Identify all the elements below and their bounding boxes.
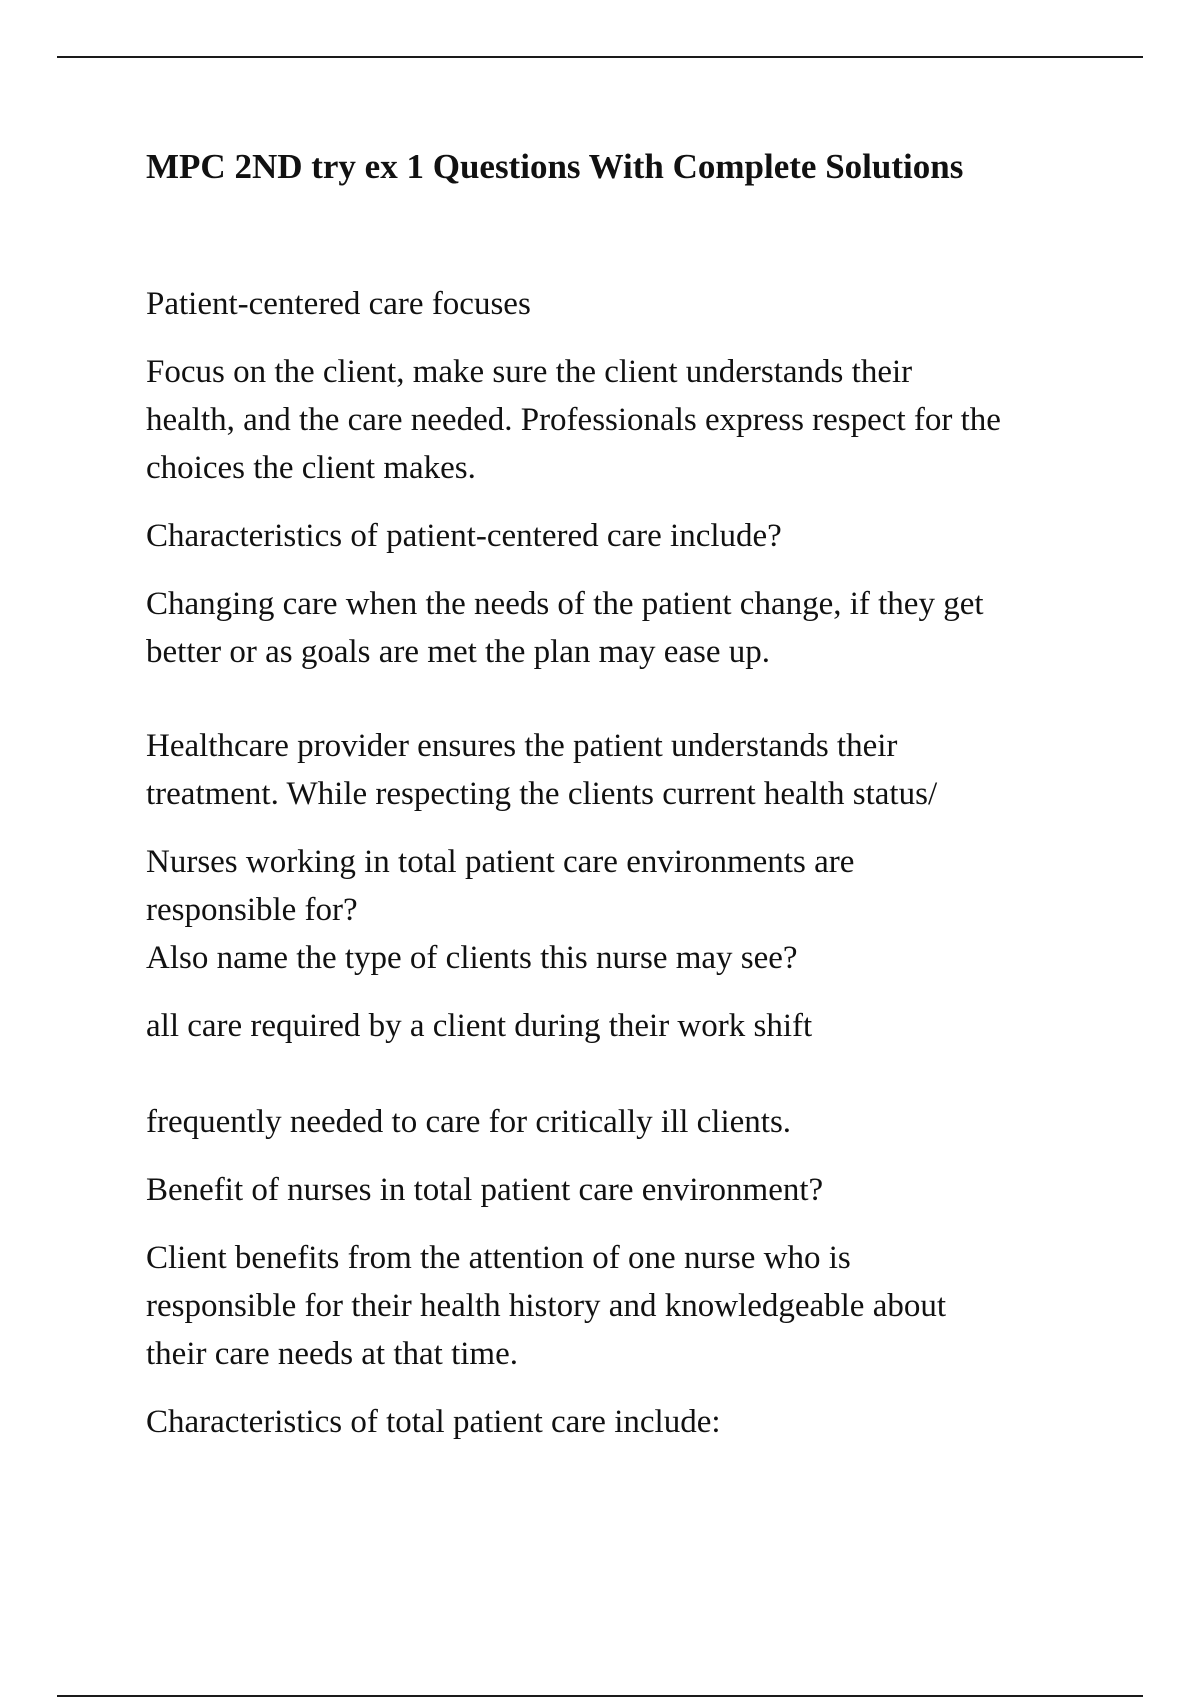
answer-line: their care needs at that time.	[146, 1336, 518, 1372]
answer-line: Focus on the client, make sure the client understands their	[146, 354, 913, 390]
question-line: Characteristics of patient-centered care include?	[146, 518, 782, 554]
bottom-rule	[57, 1695, 1143, 1697]
answer-line: health, and the care needed. Professionals express respect for the	[146, 402, 1001, 438]
answer-line: choices the client makes.	[146, 450, 476, 486]
question-line: Characteristics of total patient care include:	[146, 1404, 721, 1440]
top-rule	[57, 56, 1143, 58]
answer-line: Healthcare provider ensures the patient understands their	[146, 728, 898, 764]
answer-line: treatment. While respecting the clients current health status/	[146, 776, 938, 812]
answer-line: better or as goals are met the plan may ease up.	[146, 634, 771, 670]
answer-line: Changing care when the needs of the patient change, if they get	[146, 586, 984, 622]
question-line: responsible for?	[146, 892, 358, 928]
question-line: Nurses working in total patient care environments are	[146, 844, 855, 880]
answer-line: responsible for their health history and knowledgeable about	[146, 1288, 947, 1324]
answer-line: Client benefits from the attention of one nurse who is	[146, 1240, 851, 1276]
document-title: MPC 2ND try ex 1 Questions With Complete Solutions	[146, 147, 964, 186]
question-line: Also name the type of clients this nurse may see?	[146, 940, 798, 976]
question-line: Patient-centered care focuses	[146, 286, 531, 322]
question-line: Benefit of nurses in total patient care environment?	[146, 1172, 824, 1208]
answer-line: frequently needed to care for critically ill clients.	[146, 1104, 792, 1140]
answer-line: all care required by a client during their work shift	[146, 1008, 813, 1044]
